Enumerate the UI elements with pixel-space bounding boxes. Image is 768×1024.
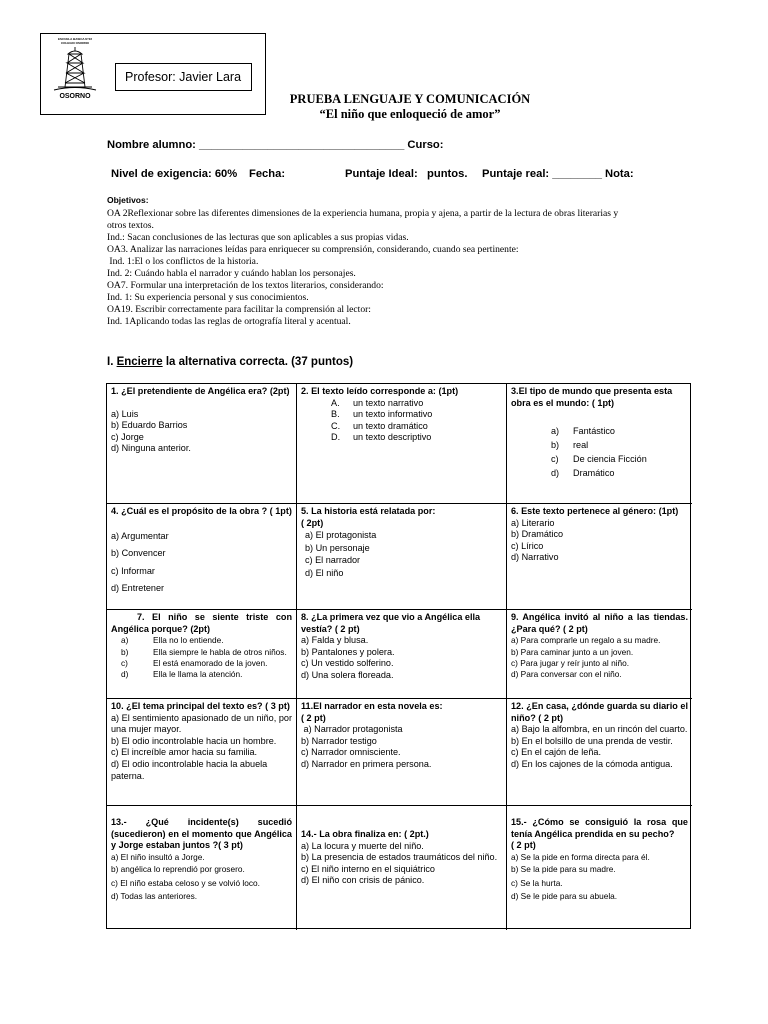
option-letter: b): [121, 646, 129, 657]
objective-line: OA7. Formular una interpretación de los textos literarios, considerando:: [107, 280, 384, 291]
option-text: un texto informativo: [353, 409, 433, 420]
answer-option[interactable]: d) Entretener: [111, 583, 165, 594]
answer-option[interactable]: [111, 669, 292, 680]
student-name-field[interactable]: Nombre alumno: _________________________________ Curso:: [107, 139, 444, 151]
answer-option[interactable]: a) El protagonista: [305, 530, 377, 541]
answer-option[interactable]: c) El niño interno en el siquiátrico: [301, 863, 435, 874]
answer-option[interactable]: b) Convencer: [111, 548, 166, 559]
question-15-text: 15.- ¿Cómo se consiguió la rosa que tenía Angélica prendida en su pecho?: [511, 817, 688, 839]
answer-option[interactable]: d) Narrativo: [511, 552, 559, 563]
objectives-title: Objetivos:: [107, 195, 149, 205]
objective-line: Ind. 1:El o los conflictos de la historia.: [107, 256, 259, 267]
option-text: un texto narrativo: [353, 397, 424, 408]
option-text: Fantástico: [573, 426, 615, 437]
objective-line: OA3. Analizar las narraciones leídas para enriquecer su comprensión, considerando, cuando sea pertinente:: [107, 244, 519, 255]
question-12: [507, 699, 692, 806]
question-4: [107, 504, 297, 610]
answer-option[interactable]: b) Narrador testigo: [301, 735, 377, 746]
option-letter: b): [551, 440, 560, 451]
option-letter: C.: [331, 420, 341, 431]
answer-option[interactable]: [511, 438, 688, 452]
page-subtitle: “El niño que enloqueció de amor”: [319, 107, 501, 121]
question-10: [107, 699, 297, 806]
question-8: [297, 610, 507, 699]
school-logo: [46, 38, 104, 102]
question-2: [297, 384, 507, 504]
option-text: Ella le llama la atención.: [153, 669, 243, 680]
answer-option[interactable]: b) En el bolsillo de una prenda de vestir.: [511, 735, 673, 746]
question-9: [507, 610, 692, 699]
option-text: Dramático: [573, 468, 615, 479]
question-14: [297, 806, 507, 930]
answer-option[interactable]: [511, 466, 688, 480]
objective-line: Ind. 2: Cuándo habla el narrador y cuándo hablan los personajes.: [107, 268, 356, 279]
answer-option[interactable]: a) Para comprarle un regalo a su madre.: [511, 635, 661, 646]
answer-option[interactable]: [301, 409, 502, 421]
answer-option[interactable]: c) Un vestido solferino.: [301, 658, 394, 669]
objective-line: OA19. Escribir correctamente para facilitar la comprensión al lector:: [107, 304, 371, 315]
answer-option[interactable]: d) Todas las anteriores.: [111, 891, 198, 902]
nota-field[interactable]: Nota:: [605, 168, 634, 180]
page-title: PRUEBA LENGUAJE Y COMUNICACIÓN: [289, 92, 531, 106]
answer-option[interactable]: [511, 424, 688, 438]
option-letter: d): [121, 669, 129, 680]
answer-option[interactable]: c) El increíble amor hacia su familia.: [111, 747, 258, 758]
answer-option[interactable]: [511, 452, 688, 466]
answer-option[interactable]: d) Se le pide para su abuela.: [511, 891, 618, 902]
option-letter: B.: [331, 409, 340, 420]
answer-option[interactable]: b) Eduardo Barrios: [111, 420, 188, 431]
section-instruction: la alternativa correcta. (37 puntos): [162, 356, 354, 368]
answer-option[interactable]: a) El sentimiento apasionado de un niño, por una mujer mayor.: [111, 712, 292, 735]
questions-table: [106, 383, 691, 929]
question-7: [107, 610, 297, 699]
option-letter: A.: [331, 397, 340, 408]
nivel-exigencia: Nivel de exigencia: 60%: [111, 168, 238, 180]
answer-option[interactable]: b) angélica lo reprendió por grosero.: [111, 864, 245, 875]
puntaje-real-field[interactable]: Puntaje real: ________: [482, 168, 603, 180]
question-11: [297, 699, 507, 806]
question-5-points: ( 2pt): [301, 517, 324, 528]
section-heading: [107, 356, 353, 368]
answer-option[interactable]: c) Se la hurta.: [511, 877, 563, 888]
option-letter: a): [121, 635, 129, 646]
question-8-text: 8. ¿La primera vez que vio a Angélica ella vestía? ( 2 pt): [301, 612, 481, 634]
puntaje-ideal: Puntaje Ideal: puntos.: [345, 168, 468, 180]
question-3-text: 3.El tipo de mundo que presenta esta obra es el mundo: ( 1pt): [511, 386, 673, 408]
option-letter: d): [551, 468, 560, 479]
answer-option[interactable]: c) Lírico: [511, 540, 544, 551]
objective-line: Ind. 1Aplicando todas las reglas de ortografía literal y acentual.: [107, 316, 351, 327]
answer-option[interactable]: [301, 432, 502, 444]
question-15-points: ( 2 pt): [511, 840, 536, 851]
question-12-text: 12. ¿En casa, ¿dónde guarda su diario el niño? ( 2 pt): [511, 701, 688, 723]
objective-line: Ind.: Sacan conclusiones de las lecturas que son aplicables a sus propias vidas.: [107, 232, 409, 243]
answer-option[interactable]: c) Jorge: [111, 431, 144, 442]
question-3: [507, 384, 692, 504]
option-letter: D.: [331, 432, 341, 443]
option-text: real: [573, 440, 589, 451]
answer-option[interactable]: [301, 398, 502, 410]
answer-option[interactable]: a) Narrador protagonista: [301, 724, 403, 735]
question-11-text: 11.El narrador en esta novela es:: [301, 701, 443, 711]
answer-option[interactable]: [111, 635, 292, 646]
answer-option[interactable]: a) La locura y muerte del niño.: [301, 840, 424, 851]
fecha-field[interactable]: Fecha:: [249, 168, 286, 180]
option-text: De ciencia Ficción: [573, 454, 647, 465]
option-letter: a): [551, 426, 560, 437]
answer-option[interactable]: c) El niño estaba celoso y se volvió loco.: [111, 877, 260, 888]
question-10-text: 10. ¿El tema principal del texto es? ( 3 pt): [111, 701, 290, 711]
school-name: ESCUELA BASICA N°22 COLEGIO OSORNO: [58, 37, 92, 45]
answer-option[interactable]: b) El odio incontrolable hacia un hombre.: [111, 735, 277, 746]
question-13-text: 13.- ¿Qué incidente(s) sucedió (sucedieron) en el momento que Angélica y Jorge estaban juntos ?( 3 pt): [111, 817, 292, 851]
answer-option[interactable]: d) Una solera floreada.: [301, 669, 394, 680]
question-13: [107, 806, 297, 930]
answer-option[interactable]: d) El niño: [305, 567, 344, 578]
answer-option[interactable]: d) Narrador en primera persona.: [301, 758, 432, 769]
option-letter: c): [551, 454, 559, 465]
tower-icon: [46, 45, 104, 93]
answer-option[interactable]: b) Se la pide para su madre.: [511, 864, 616, 875]
answer-option[interactable]: d) El niño con crisis de pánico.: [301, 875, 425, 886]
answer-option[interactable]: c) Narrador omnisciente.: [301, 747, 401, 758]
objective-line: OA 2Reflexionar sobre las diferentes dimensiones de la experiencia humana, propia y ajena, a partir de la lectura de obras literarias y: [107, 208, 619, 219]
answer-option[interactable]: b) Un personaje: [305, 542, 370, 553]
question-1-text: 1. ¿El pretendiente de Angélica era? (2pt): [111, 386, 290, 396]
question-5: [297, 504, 507, 610]
logo-caption: OSORNO: [59, 93, 91, 100]
answer-option[interactable]: b) Dramático: [511, 529, 564, 540]
answer-option[interactable]: a) Bajo la alfombra, en un rincón del cuarto.: [511, 724, 688, 735]
answer-option[interactable]: a) Argumentar: [111, 530, 169, 541]
answer-option[interactable]: a) Se la pide en forma directa para él.: [511, 851, 650, 862]
objective-line: Ind. 1: Su experiencia personal y sus conocimientos.: [107, 292, 309, 303]
section-underlined-word: Encierre: [116, 356, 163, 368]
answer-option[interactable]: a) Literario: [511, 517, 555, 528]
question-4-text: 4. ¿Cuál es el propósito de la obra ? ( 1pt): [111, 506, 292, 516]
question-7-text: 7. El niño se siente triste con Angélica porque? (2pt): [111, 612, 292, 634]
question-2-text: 2. El texto leído corresponde a: (1pt): [301, 386, 459, 396]
option-text: Ella no lo entiende.: [153, 635, 224, 646]
answer-option[interactable]: a) El niño insultó a Jorge.: [111, 851, 205, 862]
answer-option[interactable]: c) Informar: [111, 565, 155, 576]
question-14-text: 14.- La obra finaliza en: ( 2pt.): [301, 829, 429, 839]
option-text: un texto dramático: [353, 420, 428, 431]
answer-option[interactable]: a) Falda y blusa.: [301, 635, 369, 646]
question-5-text: 5. La historia está relatada por:: [301, 506, 436, 516]
answer-option[interactable]: b) Para caminar junto a un joven.: [511, 646, 634, 657]
answer-option[interactable]: d) El odio incontrolable hacia la abuela paterna.: [111, 758, 268, 781]
answer-option[interactable]: b) Pantalones y polera.: [301, 646, 395, 657]
answer-option[interactable]: [301, 421, 502, 433]
question-9-text: 9. Angélica invitó al niño a las tiendas. ¿Para qué? ( 2 pt): [511, 612, 688, 634]
answer-option[interactable]: d) Ninguna anterior.: [111, 443, 191, 454]
answer-option[interactable]: c) El narrador: [305, 555, 361, 566]
question-11-points: ( 2 pt): [301, 712, 326, 723]
option-letter: c): [121, 658, 128, 668]
answer-option[interactable]: d) En los cajones de la cómoda antigua.: [511, 758, 673, 769]
answer-option[interactable]: b) La presencia de estados traumáticos del niño.: [301, 852, 498, 863]
option-text: Ella siempre le habla de otros niños.: [153, 646, 287, 657]
question-6: [507, 504, 692, 610]
answer-option[interactable]: [111, 658, 292, 669]
option-text: El está enamorado de la joven.: [153, 658, 268, 668]
teacher-name: Profesor: Javier Lara: [115, 63, 252, 91]
option-text: un texto descriptivo: [353, 432, 432, 443]
answer-option[interactable]: c) Para jugar y reír junto al niño.: [511, 658, 630, 668]
objective-line: otros textos.: [107, 220, 154, 231]
section-prefix: I.: [107, 356, 117, 368]
answer-option[interactable]: d) Para conversar con el niño.: [511, 669, 622, 680]
question-15: [507, 806, 692, 930]
answer-option[interactable]: a) Luis: [111, 408, 139, 419]
answer-option[interactable]: [111, 647, 292, 658]
question-6-text: 6. Este texto pertenece al género: (1pt): [511, 506, 679, 516]
answer-option[interactable]: c) En el cajón de leña.: [511, 747, 601, 758]
question-1: [107, 384, 297, 504]
